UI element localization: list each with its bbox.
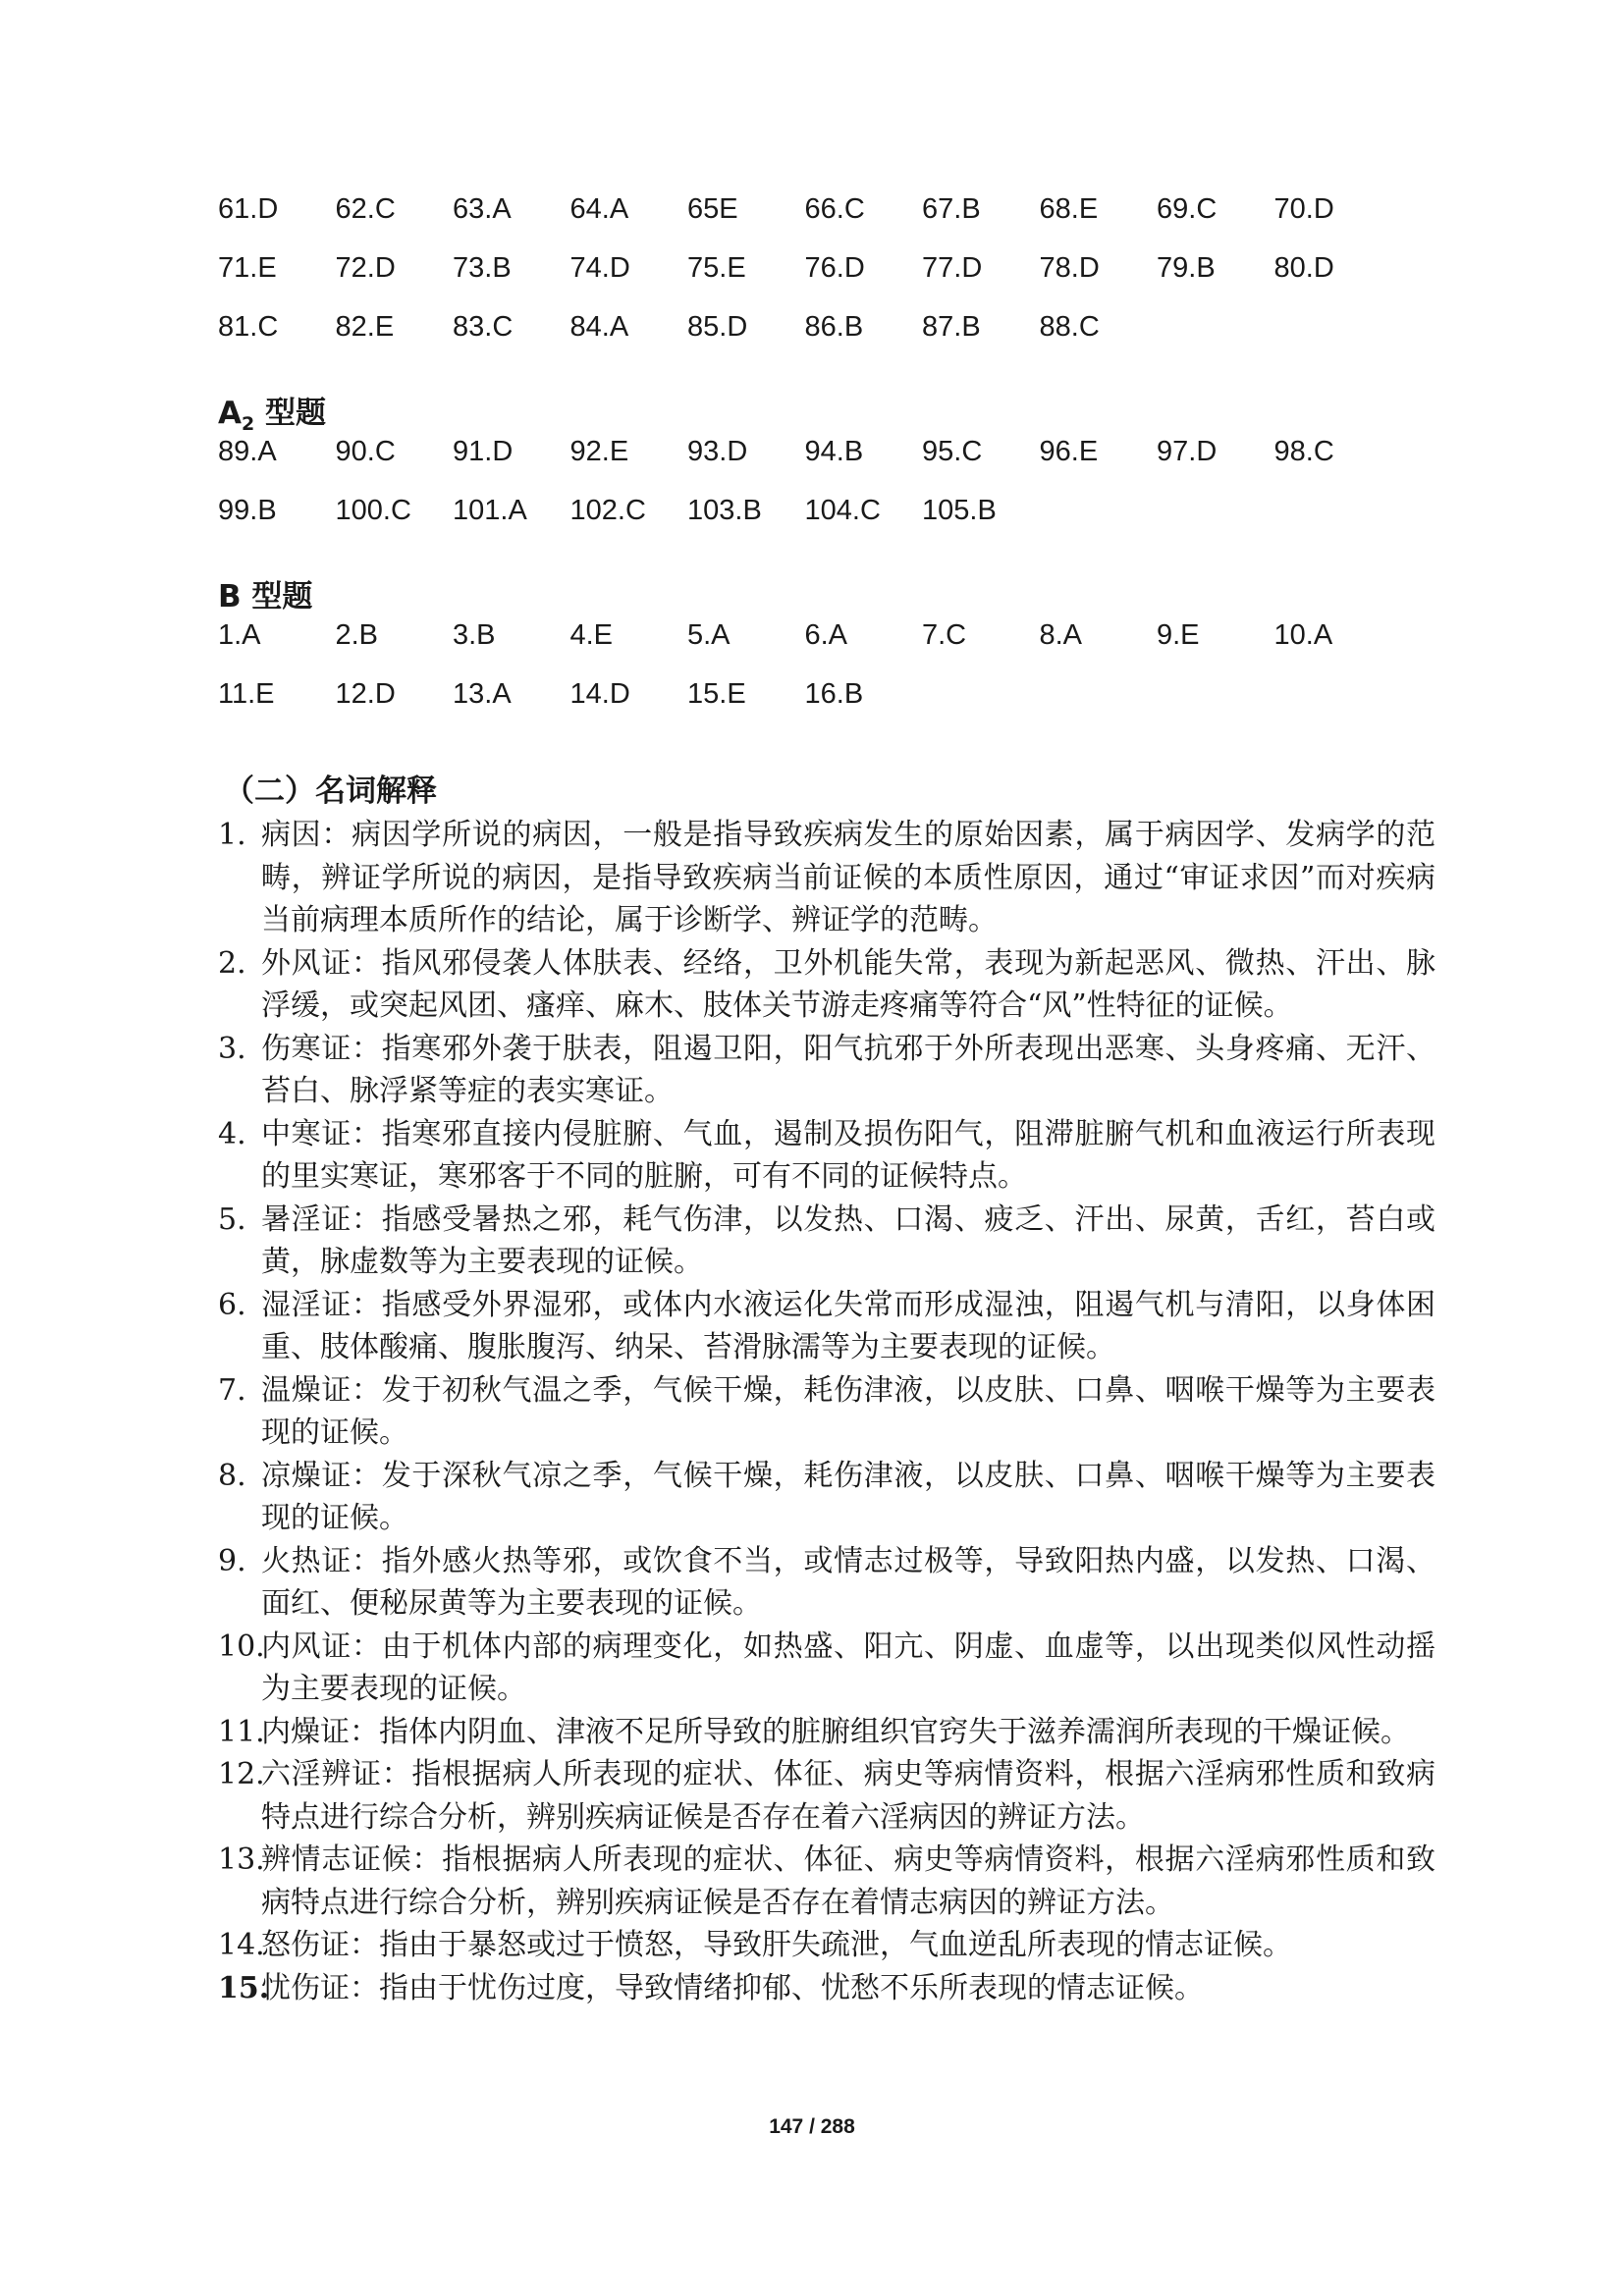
- answer-item: 16.B: [804, 677, 864, 710]
- answer-item: 104.C: [804, 494, 881, 526]
- term-number: 6.: [218, 1287, 246, 1322]
- term-text: 伤寒证：指寒邪外袭于肤表，阻遏卫阳，阳气抗邪于外所表现出恶寒、头身疼痛、无汗、苔白、脉浮紧等症的表实寒证。: [261, 1031, 1435, 1108]
- answer-item: 3.B: [453, 618, 496, 651]
- answer-item: 87.B: [922, 310, 981, 343]
- a2-heading-prefix: A: [218, 396, 242, 431]
- term-definition: [218, 1113, 1435, 1199]
- term-definition: [218, 1626, 1435, 1711]
- answer-item: 99.B: [218, 494, 277, 526]
- term-definition: [218, 942, 1435, 1028]
- answer-item: 92.E: [569, 435, 629, 467]
- answer-item: 105.B: [922, 494, 997, 526]
- term-text: 温燥证：发于初秋气温之季，气候干燥，耗伤津液，以皮肤、口鼻、咽喉干燥等为主要表现的证候。: [261, 1372, 1435, 1450]
- answer-item: 70.D: [1273, 192, 1334, 225]
- term-definition: [218, 1284, 1435, 1369]
- answer-item: 95.C: [922, 435, 983, 467]
- term-number: 13.: [218, 1842, 265, 1877]
- term-definition: [218, 1924, 1435, 1967]
- term-text: 暑淫证：指感受暑热之邪，耗气伤津，以发热、口渴、疲乏、汗出、尿黄，舌红，苔白或黄，脉虚数等为主要表现的证候。: [261, 1201, 1435, 1279]
- answer-item: 11.E: [218, 677, 275, 710]
- term-text: 怒伤证：指由于暴怒或过于愤怒，导致肝失疏泄，气血逆乱所表现的情志证候。: [261, 1928, 1292, 1962]
- answer-item: 88.C: [1039, 310, 1100, 343]
- answer-item: 80.D: [1273, 251, 1334, 284]
- b-section-heading: B 型题: [218, 579, 313, 614]
- term-text: 六淫辨证：指根据病人所表现的症状、体征、病史等病情资料，根据六淫病邪性质和致病特点进行综合分析，辨别疾病证候是否存在着六淫病因的辨证方法。: [261, 1757, 1435, 1835]
- answer-item: 74.D: [569, 251, 630, 284]
- answer-item: 68.E: [1039, 192, 1099, 225]
- terms-section-heading: （二）名词解释: [224, 774, 437, 809]
- term-text: 中寒证：指寒邪直接内侵脏腑、气血，遏制及损伤阳气，阻滞脏腑气机和血液运行所表现的里实寒证，寒邪客于不同的脏腑，可有不同的证候特点。: [261, 1116, 1435, 1194]
- term-number: 12.: [218, 1757, 265, 1791]
- answer-item: 12.D: [335, 677, 396, 710]
- term-definitions-list: [218, 814, 1435, 2009]
- term-definition: [218, 1967, 1435, 2010]
- answer-item: 13.A: [453, 677, 512, 710]
- answer-item: 69.C: [1157, 192, 1218, 225]
- answer-item: 66.C: [804, 192, 865, 225]
- answer-item: 82.E: [335, 310, 395, 343]
- answer-item: 9.E: [1157, 618, 1200, 651]
- answer-row: [218, 665, 1435, 723]
- answer-row: [218, 481, 1435, 540]
- answer-item: 86.B: [804, 310, 864, 343]
- answer-item: 81.C: [218, 310, 279, 343]
- answer-item: 101.A: [453, 494, 527, 526]
- answer-item: 76.D: [804, 251, 865, 284]
- a2-heading-suffix: 型题: [254, 396, 327, 431]
- answer-item: 89.A: [218, 435, 277, 467]
- answer-item: 91.D: [453, 435, 514, 467]
- term-text: 辨情志证候：指根据病人所表现的症状、体征、病史等病情资料，根据六淫病邪性质和致病特点进行综合分析，辨别疾病证候是否存在着情志病因的辨证方法。: [261, 1842, 1435, 1920]
- term-number: 4.: [218, 1116, 246, 1151]
- answer-item: 98.C: [1273, 435, 1334, 467]
- answer-item: 7.C: [922, 618, 967, 651]
- b-answer-grid: [218, 606, 1435, 723]
- answer-item: 78.D: [1039, 251, 1100, 284]
- term-definition: [218, 814, 1435, 942]
- answer-row: [218, 239, 1435, 297]
- term-number: 3.: [218, 1031, 246, 1066]
- term-number: 8.: [218, 1458, 246, 1493]
- answer-item: 63.A: [453, 192, 512, 225]
- term-number: 11.: [218, 1714, 265, 1749]
- answer-item: 94.B: [804, 435, 864, 467]
- answer-item: 83.C: [453, 310, 514, 343]
- answer-item: 84.A: [569, 310, 629, 343]
- term-text: 火热证：指外感火热等邪，或饮食不当，或情志过极等，导致阳热内盛，以发热、口渴、面红、便秘尿黄等为主要表现的证候。: [261, 1543, 1435, 1621]
- answer-item: 8.A: [1039, 618, 1083, 651]
- answer-item: 102.C: [569, 494, 646, 526]
- term-definition: [218, 1369, 1435, 1455]
- answer-item: 96.E: [1039, 435, 1099, 467]
- answer-item: 4.E: [569, 618, 614, 651]
- answer-item: 79.B: [1157, 251, 1216, 284]
- answer-item: 73.B: [453, 251, 512, 284]
- answer-row: [218, 606, 1435, 665]
- term-definition: [218, 1540, 1435, 1626]
- answer-item: 100.C: [335, 494, 411, 526]
- answer-item: 72.D: [335, 251, 396, 284]
- term-number: 10.: [218, 1629, 265, 1664]
- term-number: 2.: [218, 945, 246, 981]
- term-text: 湿淫证：指感受外界湿邪，或体内水液运化失常而形成湿浊，阻遏气机与清阳，以身体困重、肢体酸痛、腹胀腹泻、纳呆、苔滑脉濡等为主要表现的证候。: [261, 1287, 1435, 1364]
- a2-answer-grid: [218, 422, 1435, 540]
- term-text: 凉燥证：发于深秋气凉之季，气候干燥，耗伤津液，以皮肤、口鼻、咽喉干燥等为主要表现的证候。: [261, 1458, 1435, 1535]
- answer-item: 62.C: [335, 192, 396, 225]
- answer-item: 75.E: [687, 251, 746, 284]
- term-definition: [218, 1839, 1435, 1924]
- answer-row: [218, 180, 1435, 239]
- term-number: 5.: [218, 1201, 246, 1237]
- term-definition: [218, 1753, 1435, 1839]
- term-number: 7.: [218, 1372, 246, 1408]
- answer-item: 85.D: [687, 310, 748, 343]
- answer-item: 61.D: [218, 192, 279, 225]
- answer-item: 1.A: [218, 618, 261, 651]
- answer-item: 6.A: [804, 618, 848, 651]
- term-number: 1.: [218, 818, 246, 852]
- answer-item: 15.E: [687, 677, 746, 710]
- answer-item: 5.A: [687, 618, 731, 651]
- term-definition: [218, 1028, 1435, 1113]
- answer-item: 14.D: [569, 677, 630, 710]
- answer-item: 71.E: [218, 251, 277, 284]
- term-number: 15.: [218, 1970, 270, 2005]
- answer-item: 77.D: [922, 251, 983, 284]
- answer-item: 10.A: [1273, 618, 1333, 651]
- term-number: 9.: [218, 1543, 246, 1578]
- answer-row: [218, 422, 1435, 481]
- answer-item: 2.B: [335, 618, 379, 651]
- answer-item: 64.A: [569, 192, 629, 225]
- term-text: 外风证：指风邪侵袭人体肤表、经络，卫外机能失常，表现为新起恶风、微热、汗出、脉浮缓，或突起风团、瘙痒、麻木、肢体关节游走疼痛等符合“风”性特征的证候。: [261, 945, 1435, 1023]
- page-number: 147 / 288: [769, 2115, 855, 2138]
- term-number: 14.: [218, 1928, 265, 1962]
- answer-item: 67.B: [922, 192, 981, 225]
- term-definition: [218, 1711, 1435, 1754]
- term-text: 忧伤证：指由于忧伤过度，导致情绪抑郁、忧愁不乐所表现的情志证候。: [261, 1970, 1204, 2005]
- answer-item: 97.D: [1157, 435, 1218, 467]
- a1-answer-grid: [218, 180, 1435, 356]
- term-text: 内风证：由于机体内部的病理变化，如热盛、阳亢、阴虚、血虚等，以出现类似风性动摇为主要表现的证候。: [261, 1629, 1435, 1706]
- a2-heading-subscript: 2: [242, 413, 255, 436]
- answer-item: 65E: [687, 192, 738, 225]
- term-definition: [218, 1199, 1435, 1284]
- answer-item: 90.C: [335, 435, 396, 467]
- term-definition: [218, 1455, 1435, 1540]
- answer-item: 103.B: [687, 494, 762, 526]
- answer-row: [218, 297, 1435, 356]
- answer-item: 93.D: [687, 435, 748, 467]
- term-text: 病因：病因学所说的病因，一般是指导致疾病发生的原始因素，属于病因学、发病学的范畴，辨证学所说的病因，是指导致疾病当前证候的本质性原因，通过“审证求因”而对疾病当前病理本质所作的结论，属于诊断学、辨证学的范畴。: [261, 818, 1435, 937]
- term-text: 内燥证：指体内阴血、津液不足所导致的脏腑组织官窍失于滋养濡润所表现的干燥证候。: [261, 1714, 1410, 1749]
